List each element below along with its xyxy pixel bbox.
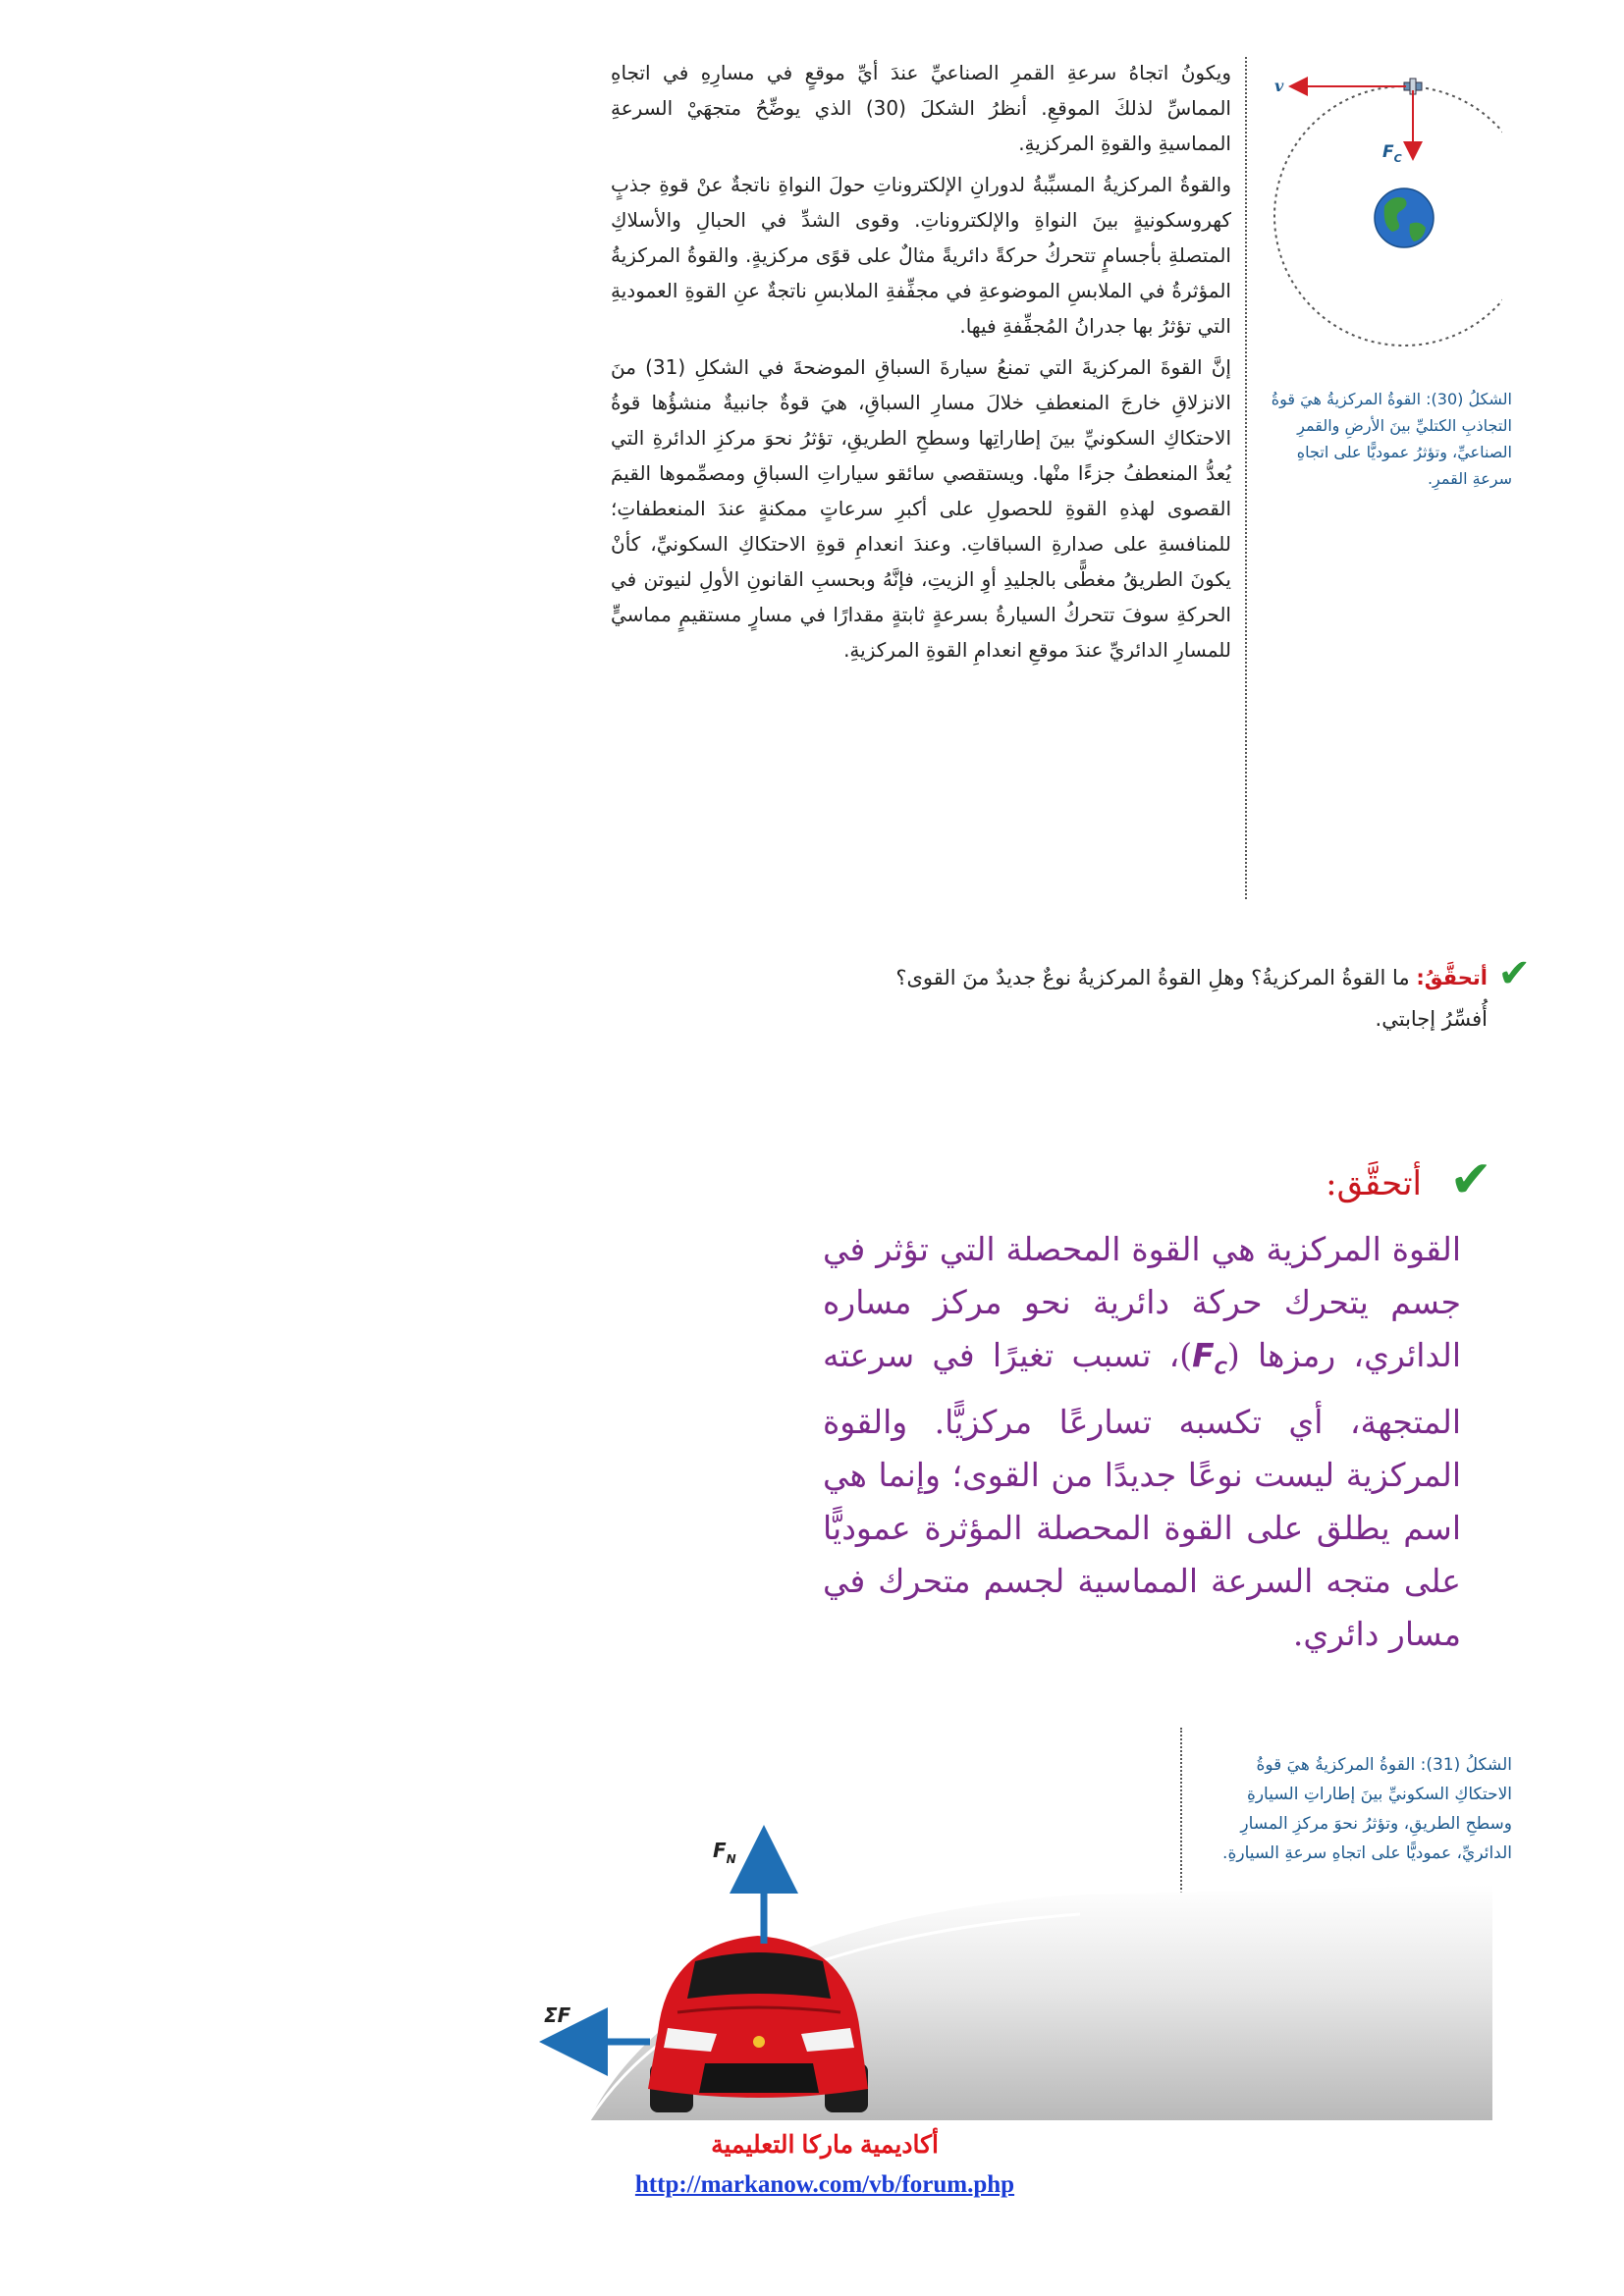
fc-symbol (1192, 1336, 1227, 1379)
check-answer-text (823, 1223, 1461, 1661)
figure-31 (530, 1806, 1492, 2120)
fn-label: $F_N$ (713, 1839, 736, 1866)
fc-symbol-sub: C (1214, 1358, 1227, 1379)
paragraph-3: إنَّ القوةَ المركزيةَ التي تمنعُ سيارةَ السباقِ الموضحةَ في الشكلِ (31) منَ الانزلاقِ خارجَ المنعطفِ خلالَ مسارِ السباقِ، هيَ قوةٌ جانبيةٌ منشؤُها قوةُ الاحتكاكِ السكونيِّ بينَ إطاراتِها وسطحِ الطريقِ، تؤثرُ نحوَ مركزِ الدائرةِ التي يُعدُّ المنعطفُ جزءًا منْها. ويستقصي سائقو سياراتِ السباقِ ومصمِّموها القيمَ القصوى لهذهِ القوةِ للحصولِ على أكبرِ سرعاتٍ ممكنةٍ عندَ المنعطفاتِ؛ للمنافسةِ على صدارةِ السباقاتِ. وعندَ انعدامِ قوةِ الاحتكاكِ السكونيِّ، كأنْ يكونَ الطريقُ مغطًّى بالجليدِ أوِ الزيتِ، فإنَّهُ وبحسبِ القانونِ الأولِ لنيوتن في الحركةِ سوفَ تتحركُ السيارةُ بسرعةٍ ثابتةٍ مقدارًا في مسارٍ مستقيمٍ مماسيٍّ للمسارِ الدائريِّ عندَ موقعِ انعدامِ القوةِ المركزيةِ. (611, 355, 1231, 662)
check-question-text: ما القوةُ المركزيةُ؟ وهلِ القوةُ المركزيةُ نوعٌ جديدٌ منَ القوى؟ أُفسِّرُ إجابتي. (895, 966, 1488, 1031)
fc-symbol-letter: F (1192, 1336, 1215, 1374)
fc-label: $F_C$ (1382, 142, 1402, 165)
paragraph-2: والقوةُ المركزيةُ المسبِّبةُ لدورانِ الإلكتروناتِ حولَ النواةِ ناتجةٌ عنْ قوةِ جذبٍ كهروسكونيةٍ بينَ النواةِ والإلكتروناتِ. وقوى الشدِّ في الحبالِ والأسلاكِ المتصلةِ بأجسامٍ تتحركُ حركةً دائريةً مثالٌ على قوًى مركزيةٍ. والقوةُ المركزيةُ المؤثرةُ في الملابسِ الموضوعةِ في مجفِّفةِ الملابسِ ناتجةٌ عنِ القوةِ العموديةِ التي تؤثرُ بها جدرانُ المُجفِّفةِ فيها. (611, 173, 1231, 338)
net-force-label: ΣF (544, 2003, 571, 2027)
check-question (884, 951, 1531, 1040)
figure-30-caption: الشكلُ (30): القوةُ المركزيةُ هيَ قوةُ التجاذبِ الكتليِّ بينَ الأرضِ والقمرِ الصناعيِّ، وتؤثرُ عموديًّا على اتجاهِ سرعةِ القمرِ. (1271, 390, 1512, 488)
check-mark-icon: ✔ (1449, 1150, 1492, 1209)
earth-icon (1375, 188, 1434, 247)
check-question-label: أتحقَّقُ: (1416, 966, 1488, 989)
check-answer-label: أتحقَّق: (1326, 1164, 1422, 1203)
footer-link[interactable]: http://markanow.com/vb/forum.php (634, 2171, 1015, 2198)
column-divider (1245, 57, 1247, 899)
answer-part-2: )، تسبب تغيرًا في سرعته المتجهة، أي تكسبه تسارعًا مركزيًّا. والقوة المركزية ليست نوعًا جديدًا من القوى؛ وإنما هي اسم يطلق على القوة المحصلة المؤثرة عموديًّا على متجه السرعة المماسية لجسم متحرك في مسار دائري. (823, 1336, 1461, 1653)
paragraph-1: ويكونُ اتجاهُ سرعةِ القمرِ الصناعيِّ عندَ أيِّ موقعٍ في مسارِهِ في اتجاهِ المماسِّ لذلكَ الموقعِ. أنظرُ الشكلَ (30) الذي يوضِّحُ متجهَيْ السرعةِ المماسيةِ والقوةِ المركزيةِ. (611, 61, 1231, 155)
check-mark-icon: ✔ (1497, 951, 1531, 996)
orbit-diagram (1267, 59, 1502, 393)
figure-31-caption: الشكلُ (31): القوةُ المركزيةُ هيَ قوةُ الاحتكاكِ السكونيِّ بينَ إطاراتِ السيارةِ وسطحِ الطريقِ، وتؤثرُ نحوَ مركزِ المسارِ الدائريِّ، عموديًّا على اتجاهِ سرعةِ السيارةِ. (1222, 1755, 1512, 1863)
velocity-label: v (1274, 77, 1284, 95)
check-answer-header (1227, 1150, 1492, 1217)
footer-academy-name: أكاديمية ماركا التعليمية (711, 2131, 939, 2159)
figure-30 (1267, 59, 1502, 393)
answer-part-1: القوة المركزية هي القوة المحصلة التي تؤثر في جسم يتحرك حركة دائرية نحو مركز مساره الدائري، رمزها ( (823, 1230, 1461, 1374)
main-text-column (611, 55, 1231, 673)
car-diagram (530, 1806, 1492, 2120)
